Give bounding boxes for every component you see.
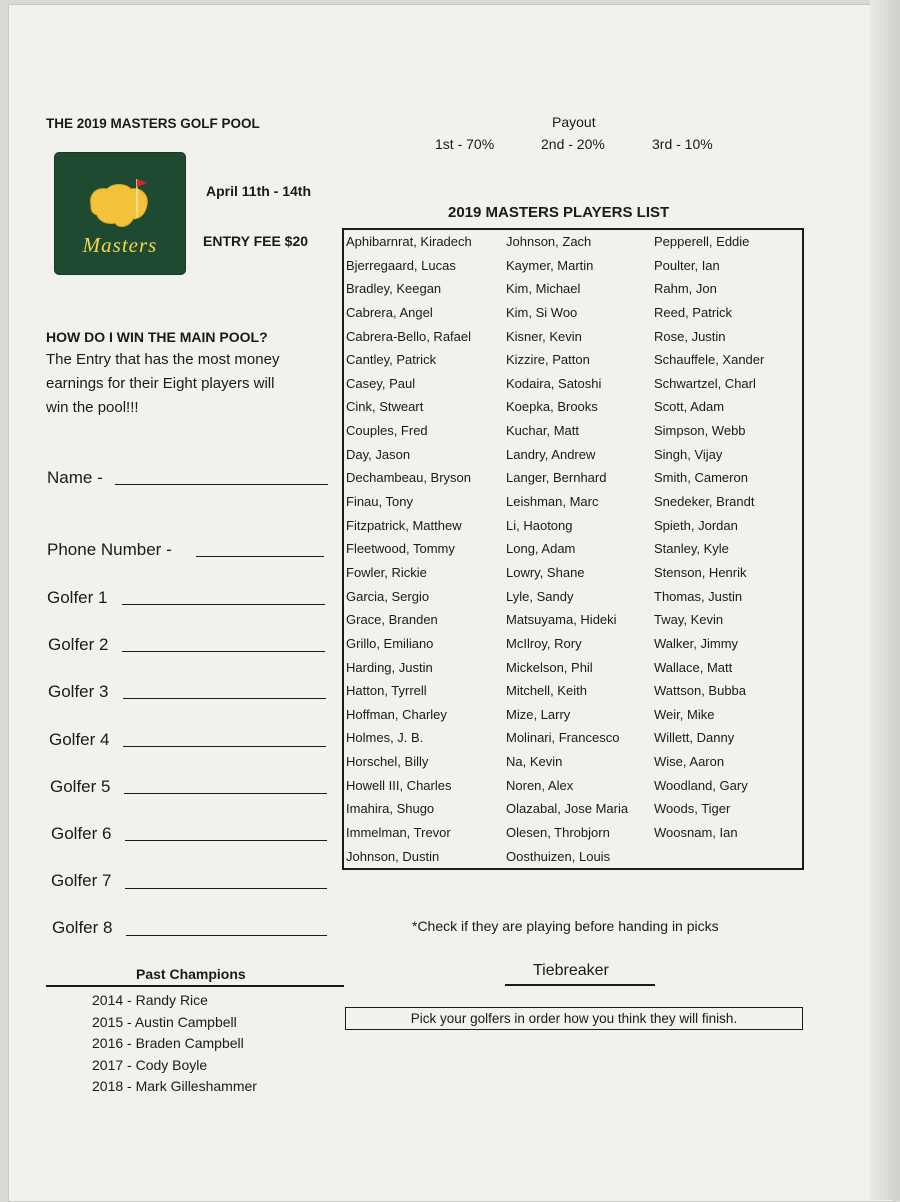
player-name: Holmes, J. B. — [346, 730, 424, 746]
payout-first: 1st - 70% — [435, 136, 495, 152]
logo-wordmark: Masters — [82, 233, 158, 257]
players-list-box — [342, 228, 804, 870]
player-name: Wattson, Bubba — [654, 683, 747, 699]
golfer-3-field[interactable] — [123, 698, 326, 699]
player-name: Garcia, Sergio — [346, 588, 430, 604]
player-name: Bjerregaard, Lucas — [346, 257, 456, 273]
player-name: Snedeker, Brandt — [654, 494, 755, 510]
player-name: Woods, Tiger — [654, 801, 731, 817]
player-name: Koepka, Brooks — [506, 399, 598, 415]
player-name: Wise, Aaron — [654, 754, 725, 770]
player-name: Poulter, Ian — [654, 257, 720, 273]
player-name: Simpson, Webb — [654, 423, 746, 439]
player-name: Oosthuizen, Louis — [506, 848, 611, 864]
player-name: Thomas, Justin — [654, 588, 743, 604]
player-name: Spieth, Jordan — [654, 517, 738, 533]
player-name: Mickelson, Phil — [506, 659, 593, 675]
golfer-5-label: Golfer 5 — [50, 777, 111, 796]
player-name: Johnson, Zach — [506, 234, 592, 249]
golfer-2-label: Golfer 2 — [48, 635, 109, 654]
name-label: Name - — [47, 468, 103, 487]
player-name: Landry, Andrew — [506, 446, 596, 462]
page-edge — [870, 0, 900, 1200]
player-name: Hoffman, Charley — [346, 706, 447, 722]
player-name: Woosnam, Ian — [654, 825, 738, 841]
player-name: Aphibarnrat, Kiradech — [346, 234, 472, 249]
player-name: Cantley, Patrick — [346, 352, 437, 368]
player-name: Mize, Larry — [506, 706, 571, 722]
player-name: Wallace, Matt — [654, 659, 733, 675]
player-name: Grace, Branden — [346, 612, 438, 628]
past-champions-list — [92, 990, 257, 1098]
player-name: Grillo, Emiliano — [346, 635, 434, 651]
player-name: Cabrera-Bello, Rafael — [346, 328, 472, 344]
player-name: Reed, Patrick — [654, 304, 733, 320]
payout-second: 2nd - 20% — [541, 136, 605, 152]
name-field[interactable] — [115, 484, 328, 485]
how-to-win-heading: HOW DO I WIN THE MAIN POOL? — [46, 329, 268, 345]
champion-item: 2018 - Mark Gilleshammer — [92, 1078, 257, 1094]
player-name: Imahira, Shugo — [346, 801, 435, 817]
player-name: Schwartzel, Charl — [654, 375, 756, 391]
player-name: Smith, Cameron — [654, 470, 748, 486]
player-name: Fitzpatrick, Matthew — [346, 517, 462, 533]
past-champions-heading: Past Champions — [136, 966, 246, 982]
player-name: Hatton, Tyrrell — [346, 683, 427, 699]
player-name: Kuchar, Matt — [506, 423, 579, 439]
player-name: Dechambeau, Bryson — [346, 470, 472, 486]
player-name: Tway, Kevin — [654, 612, 724, 628]
phone-label: Phone Number - — [47, 540, 172, 559]
tiebreaker-underline — [505, 984, 655, 986]
champion-item: 2014 - Randy Rice — [92, 992, 208, 1008]
how-to-win-line: win the pool!!! — [46, 399, 139, 416]
player-name: Kim, Si Woo — [506, 304, 578, 320]
players-list-title: 2019 MASTERS PLAYERS LIST — [448, 204, 670, 221]
player-name: Finau, Tony — [346, 494, 413, 510]
player-name: Kizzire, Patton — [506, 352, 590, 368]
golfer-4-field[interactable] — [123, 746, 326, 747]
tournament-dates: April 11th - 14th — [206, 183, 312, 199]
how-to-win-line: The Entry that has the most money — [46, 351, 280, 368]
tiebreaker-heading: Tiebreaker — [533, 962, 609, 979]
player-name: Pepperell, Eddie — [654, 234, 750, 249]
divider — [46, 985, 344, 987]
player-name: Johnson, Dustin — [346, 848, 440, 864]
player-name: Kim, Michael — [506, 281, 581, 297]
golfer-6-field[interactable] — [125, 840, 327, 841]
golfer-7-field[interactable] — [125, 888, 327, 889]
player-name: Noren, Alex — [506, 777, 574, 793]
player-name: Scott, Adam — [654, 399, 725, 415]
golfer-4-label: Golfer 4 — [49, 730, 110, 749]
player-name: Kisner, Kevin — [506, 328, 582, 344]
player-name: Harding, Justin — [346, 659, 433, 675]
champion-item: 2015 - Austin Campbell — [92, 1013, 237, 1030]
golfer-1-field[interactable] — [122, 604, 325, 605]
player-name: Weir, Mike — [654, 706, 715, 722]
player-name: Immelman, Trevor — [346, 825, 451, 841]
player-name: Olesen, Throbjorn — [506, 825, 610, 841]
golfer-6-label: Golfer 6 — [51, 824, 112, 843]
champion-item: 2016 - Braden Campbell — [92, 1035, 244, 1051]
masters-logo — [55, 153, 185, 274]
player-name: Matsuyama, Hideki — [506, 612, 617, 628]
player-name: Howell III, Charles — [346, 777, 452, 793]
player-name: Leishman, Marc — [506, 494, 599, 510]
player-name: Lyle, Sandy — [506, 588, 574, 604]
golfer-2-field[interactable] — [122, 651, 325, 652]
golfer-1-label: Golfer 1 — [47, 588, 108, 607]
tiebreaker-instruction: Pick your golfers in order how you think they will finish. — [345, 1007, 803, 1030]
player-name: Schauffele, Xander — [654, 352, 765, 368]
player-name: Rose, Justin — [654, 328, 726, 344]
player-name: Long, Adam — [506, 541, 576, 557]
player-name: Walker, Jimmy — [654, 635, 739, 651]
player-name: Stanley, Kyle — [654, 541, 729, 557]
player-name: Kaymer, Martin — [506, 257, 594, 273]
how-to-win-line: earnings for their Eight players will — [46, 375, 275, 392]
player-name: Bradley, Keegan — [346, 281, 442, 297]
check-note: *Check if they are playing before handing in picks — [412, 918, 719, 934]
payout-label: Payout — [552, 114, 596, 130]
player-name: Casey, Paul — [346, 375, 416, 391]
player-name: Kodaira, Satoshi — [506, 375, 602, 391]
player-name: Day, Jason — [346, 446, 411, 462]
player-name: Fowler, Rickie — [346, 564, 427, 580]
entry-fee: ENTRY FEE $20 — [203, 233, 309, 249]
golfer-3-label: Golfer 3 — [48, 682, 109, 701]
player-name: Couples, Fred — [346, 423, 428, 439]
player-name: Cabrera, Angel — [346, 304, 433, 320]
player-name: Willett, Danny — [654, 730, 735, 746]
players-column-2 — [506, 230, 628, 868]
player-name: Li, Haotong — [506, 517, 573, 533]
golfer-5-field[interactable] — [124, 793, 327, 794]
player-name: Horschel, Billy — [346, 754, 429, 770]
player-name: Mitchell, Keith — [506, 683, 587, 699]
player-name: Molinari, Francesco — [506, 730, 620, 746]
pool-title: THE 2019 MASTERS GOLF POOL — [46, 116, 260, 131]
player-name: McIlroy, Rory — [506, 635, 582, 651]
player-name: Singh, Vijay — [654, 446, 723, 462]
player-name: Rahm, Jon — [654, 281, 717, 297]
player-name: Lowry, Shane — [506, 564, 585, 580]
player-name: Woodland, Gary — [654, 777, 748, 793]
players-column-1 — [346, 230, 472, 868]
golfer-8-field[interactable] — [126, 935, 327, 936]
champion-item: 2017 - Cody Boyle — [92, 1056, 208, 1073]
payout-third: 3rd - 10% — [652, 136, 713, 152]
player-name: Na, Kevin — [506, 754, 563, 770]
player-name: Olazabal, Jose Maria — [506, 801, 629, 817]
player-name: Fleetwood, Tommy — [346, 541, 455, 557]
player-name: Stenson, Henrik — [654, 564, 747, 580]
phone-field[interactable] — [196, 556, 324, 557]
player-name: Langer, Bernhard — [506, 470, 607, 486]
golfer-8-label: Golfer 8 — [52, 918, 113, 937]
golfer-7-label: Golfer 7 — [51, 871, 112, 890]
players-column-3 — [654, 230, 764, 845]
player-name: Cink, Stweart — [346, 399, 424, 415]
